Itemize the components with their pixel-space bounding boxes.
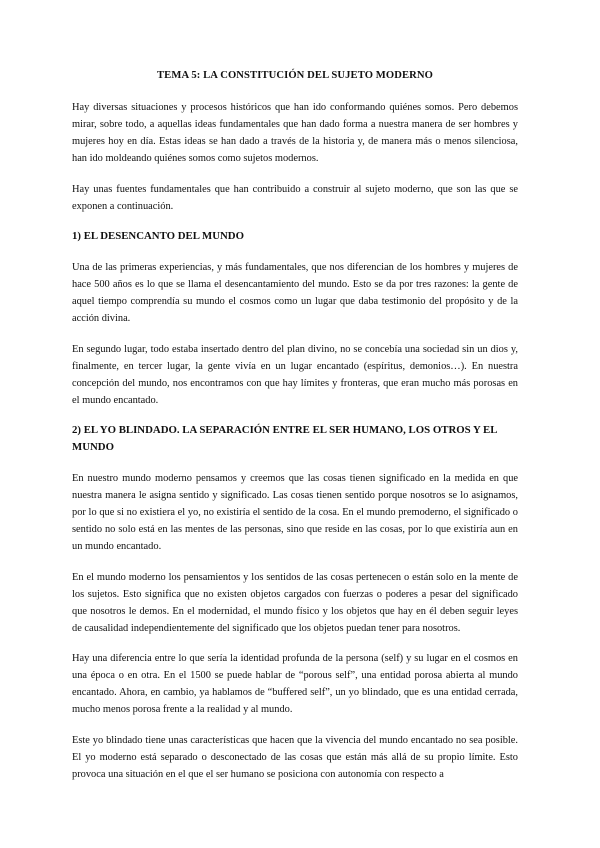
intro-paragraph-2: Hay unas fuentes fundamentales que han contribuido a construir al sujeto moderno, que son las que se exponen a continuación. <box>72 183 518 212</box>
section-2-paragraph-3: Hay una diferencia entre lo que sería la identidad profunda de la persona (self) y su lugar en el cosmos en una época o en otra. En el 1500 se puede hablar de “porous self”, una entidad porosa abierta al mundo encantado. Ahora, en cambio, ya hablamos de “buffered self”, un yo blindado, que es una entidad cerrada, mucho menos porosa frente a la realidad y al mundo. <box>72 653 518 715</box>
document-body <box>72 70 518 796</box>
section-2-paragraph-4: Este yo blindado tiene unas características que hacen que la vivencia del mundo encantado no sea posible. El yo moderno está separado o desconectado de las cosas que están más allá de su propio límite. Esto provoca una situación en el que el ser humano se posiciona con autonomía con respecto a <box>72 734 518 780</box>
section-1-paragraph-1: Una de las primeras experiencias, y más fundamentales, que nos diferencian de los hombres y mujeres de hace 500 años es lo que se llama el desencantamiento del mundo. Esto se da por tres razones: la gente de aquel tiempo comprendía su mundo el cosmos como un lugar que daba testimonio del propósito y de la acción divina. <box>72 262 518 324</box>
section-1-paragraph-2: En segundo lugar, todo estaba insertado dentro del plan divino, no se concebía una sociedad sin un dios y, finalmente, en tercer lugar, la gente vivía en un lugar encantado (espíritus, demonios…). En nuestra concepción del mundo, nos encontramos con que hay límites y fronteras, que eran mucho más porosas en el mundo encantado. <box>72 343 518 406</box>
section-2-paragraph-1: En nuestro mundo moderno pensamos y creemos que las cosas tienen significado en la medida en que nuestra manera le asigna sentido y significado. Las cosas tienen sentido porque nosotros se lo asignamos, por lo que si no existiera el yo, no existiría el sentido de la cosa. En el mundo premoderno, el significado o sentido no solo está en las mentes de las personas, sino que reside en las cosas, por lo que existiría aun en un mundo encantado. <box>72 473 518 552</box>
section-2-heading: 2) EL YO BLINDADO. LA SEPARACIÓN ENTRE EL SER HUMANO, LOS OTROS Y EL MUNDO <box>72 424 497 453</box>
intro-paragraph-1: Hay diversas situaciones y procesos históricos que han ido conformando quiénes somos. Pero debemos mirar, sobre todo, a aquellas ideas fundamentales que han dado forma a nuestra manera de ser hombres y mujeres hoy en día. Estas ideas se han dado a través de la historia y, de manera más o menos silenciosa, han ido moldeando quiénes somos como sujetos modernos. <box>72 102 518 164</box>
section-1-heading: 1) EL DESENCANTO DEL MUNDO <box>72 230 244 242</box>
section-2-paragraph-2: En el mundo moderno los pensamientos y los sentidos de las cosas pertenecen o están solo en la mente de los sujetos. Esto significa que no existen objetos cargados con fuerzas o poderes a pesar del significado que nosotros le demos. En el modernidad, el mundo físico y los objetos que hay en él deben seguir leyes de causalidad independientemente del significado que los objetos puedan tener para nosotros. <box>72 571 518 634</box>
document-title: TEMA 5: LA CONSTITUCIÓN DEL SUJETO MODERNO <box>157 70 433 81</box>
